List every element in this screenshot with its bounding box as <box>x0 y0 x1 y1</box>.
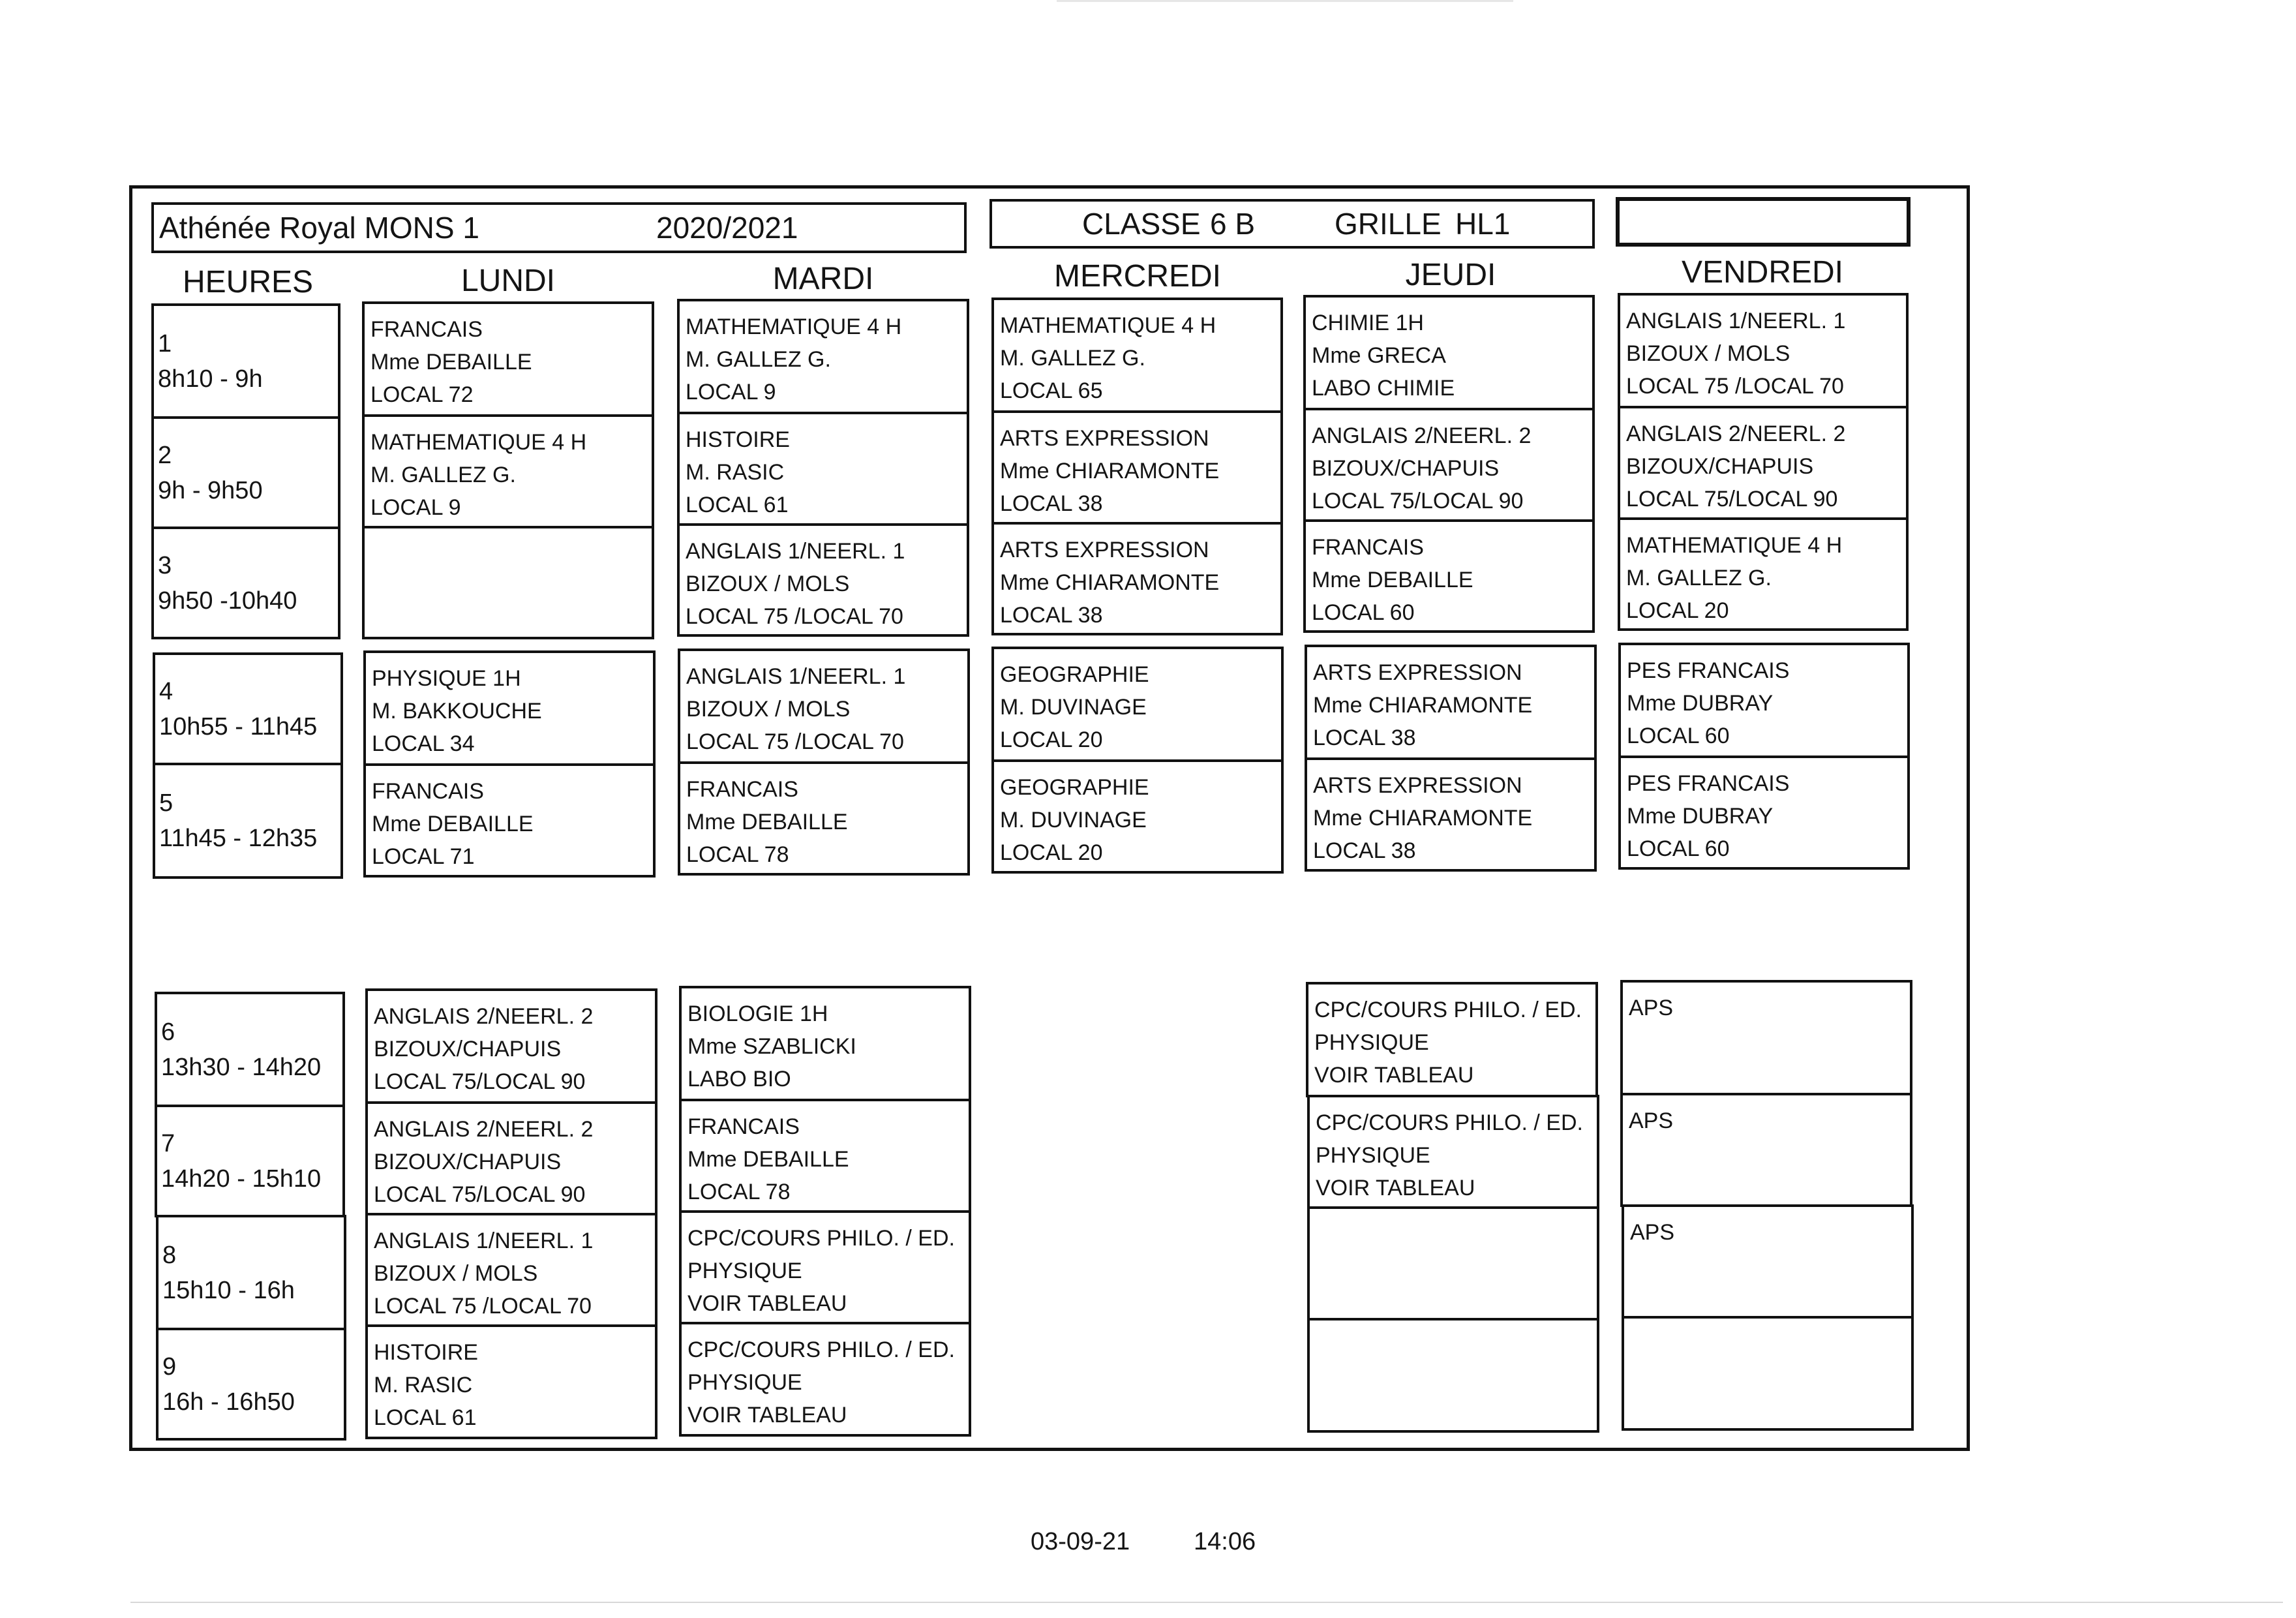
lesson-subject: FRANCAIS <box>1312 535 1424 560</box>
hour-number: 1 <box>158 329 172 358</box>
lesson-room: LOCAL 75/LOCAL 90 <box>1626 487 1838 511</box>
school-title-box <box>151 202 967 253</box>
lesson-room: LOCAL 78 <box>686 842 789 867</box>
lesson-teacher: Mme CHIARAMONTE <box>1000 570 1220 595</box>
hour-cell <box>156 1215 346 1330</box>
lesson-teacher: BIZOUX / MOLS <box>374 1261 538 1286</box>
hour-cell <box>151 303 340 419</box>
lesson-room: LOCAL 65 <box>1000 378 1103 403</box>
lesson-subject: ARTS EXPRESSION <box>1000 538 1209 562</box>
lesson-teacher: Mme DEBAILLE <box>372 812 534 836</box>
lesson-subject: PES FRANCAIS <box>1627 658 1790 683</box>
lesson-cell-vendredi <box>1618 406 1909 520</box>
lesson-cell-lundi <box>365 1213 657 1327</box>
lesson-teacher: Mme GRECA <box>1312 343 1446 368</box>
lesson-teacher: BIZOUX/CHAPUIS <box>1312 456 1500 481</box>
lesson-cell-jeudi <box>1306 982 1598 1097</box>
lesson-teacher: Mme DUBRAY <box>1627 691 1774 716</box>
lesson-cell-vendredi <box>1620 1093 1912 1207</box>
lesson-subject: GEOGRAPHIE <box>1000 662 1149 687</box>
lesson-subject: MATHEMATIQUE 4 H <box>1626 533 1843 558</box>
lesson-cell-vendredi <box>1622 1204 1914 1319</box>
lesson-room: LOCAL 75/LOCAL 90 <box>374 1069 586 1094</box>
lesson-teacher: M. GALLEZ G. <box>1000 346 1145 371</box>
hour-number: 7 <box>161 1129 175 1157</box>
lesson-room: LOCAL 20 <box>1000 840 1103 865</box>
lesson-cell-lundi <box>363 763 656 878</box>
lesson-cell-lundi <box>365 1324 657 1439</box>
footer-time: 14:06 <box>1194 1528 1256 1555</box>
lesson-teacher: Mme CHIARAMONTE <box>1313 806 1533 831</box>
hour-cell <box>153 763 343 879</box>
lesson-cell-mardi <box>678 649 970 764</box>
lesson-room: LOCAL 38 <box>1000 491 1103 516</box>
lesson-room: VOIR TABLEAU <box>687 1403 847 1427</box>
lesson-cell-mercredi <box>991 298 1283 413</box>
lesson-cell-mardi <box>679 1210 971 1324</box>
school-name: Athénée Royal MONS 1 <box>159 211 479 245</box>
lesson-room: LOCAL 34 <box>372 731 475 756</box>
hour-time: 9h - 9h50 <box>158 476 263 504</box>
lesson-room: LOCAL 61 <box>686 493 789 517</box>
lesson-subject: ANGLAIS 2/NEERL. 2 <box>374 1004 594 1029</box>
classe-label: CLASSE <box>1082 207 1201 241</box>
lesson-room: LOCAL 75/LOCAL 90 <box>1312 489 1524 513</box>
lesson-subject: ARTS EXPRESSION <box>1313 773 1522 798</box>
lesson-teacher: BIZOUX/CHAPUIS <box>1626 454 1814 479</box>
lesson-room: LOCAL 75/LOCAL 90 <box>374 1182 586 1207</box>
hour-time: 13h30 - 14h20 <box>161 1053 322 1081</box>
lesson-room: LOCAL 75 /LOCAL 70 <box>1626 374 1844 399</box>
lesson-subject: ARTS EXPRESSION <box>1000 426 1209 451</box>
lesson-subject: PES FRANCAIS <box>1627 771 1790 796</box>
scan-artifact-bottom <box>130 1602 2283 1603</box>
lesson-subject: ANGLAIS 1/NEERL. 1 <box>374 1229 594 1253</box>
hour-time: 10h55 - 11h45 <box>159 712 318 740</box>
lesson-teacher: Mme CHIARAMONTE <box>1000 459 1220 483</box>
lesson-cell-vendredi <box>1622 1316 1914 1431</box>
lesson-room: LOCAL 61 <box>374 1405 477 1430</box>
footer-date: 03-09-21 <box>1031 1528 1130 1555</box>
lesson-subject: MATHEMATIQUE 4 H <box>686 314 902 339</box>
hour-time: 15h10 - 16h <box>162 1276 295 1304</box>
lesson-subject: ANGLAIS 2/NEERL. 2 <box>1626 421 1846 446</box>
hour-time: 14h20 - 15h10 <box>161 1165 322 1193</box>
lesson-room: LOCAL 60 <box>1627 836 1730 861</box>
lesson-subject: CPC/COURS PHILO. / ED. <box>1314 998 1582 1022</box>
hour-cell <box>151 527 340 639</box>
hour-number: 3 <box>158 551 172 579</box>
lesson-teacher: M. RASIC <box>686 460 785 485</box>
lesson-subject: FRANCAIS <box>686 777 798 802</box>
lesson-teacher: PHYSIQUE <box>1316 1143 1430 1168</box>
lesson-room: LOCAL 78 <box>687 1180 791 1204</box>
lesson-teacher: Mme DEBAILLE <box>686 810 848 834</box>
lesson-cell-mardi <box>679 1322 971 1437</box>
lesson-room: LOCAL 20 <box>1626 598 1729 623</box>
hour-number: 8 <box>162 1241 177 1269</box>
lesson-teacher: M. DUVINAGE <box>1000 808 1147 832</box>
header-mardi: MARDI <box>772 262 874 296</box>
lesson-room: VOIR TABLEAU <box>1316 1176 1475 1200</box>
scan-artifact-top <box>1057 0 1513 2</box>
lesson-cell-jeudi <box>1307 1206 1599 1320</box>
hour-cell <box>151 416 340 529</box>
lesson-room: LOCAL 71 <box>372 844 475 869</box>
lesson-subject: ANGLAIS 1/NEERL. 1 <box>686 539 905 564</box>
lesson-subject: HISTOIRE <box>374 1340 478 1365</box>
hour-number: 4 <box>159 677 174 705</box>
header-heures: HEURES <box>182 265 314 299</box>
lesson-cell-vendredi <box>1618 643 1910 758</box>
lesson-subject: CPC/COURS PHILO. / ED. <box>687 1226 955 1251</box>
lesson-subject: MATHEMATIQUE 4 H <box>370 430 587 455</box>
hour-number: 5 <box>159 789 174 817</box>
lesson-subject: CHIMIE 1H <box>1312 311 1424 335</box>
lesson-cell-mardi <box>679 1099 971 1213</box>
lesson-room: VOIR TABLEAU <box>687 1291 847 1316</box>
lesson-cell-lundi <box>363 650 656 766</box>
lesson-cell-lundi <box>362 414 654 528</box>
lesson-cell-mercredi <box>991 759 1284 874</box>
lesson-cell-jeudi <box>1303 519 1595 633</box>
lesson-cell-jeudi <box>1303 408 1595 522</box>
lesson-subject: ANGLAIS 2/NEERL. 2 <box>1312 423 1532 448</box>
grille-value: HL1 <box>1455 207 1511 241</box>
hour-number: 2 <box>158 441 172 469</box>
lesson-cell-jeudi <box>1303 295 1595 410</box>
lesson-subject: CPC/COURS PHILO. / ED. <box>687 1337 955 1362</box>
lesson-cell-mardi <box>678 761 970 876</box>
lesson-cell-vendredi <box>1618 517 1909 631</box>
lesson-room: LABO BIO <box>687 1067 791 1091</box>
lesson-teacher: Mme DEBAILLE <box>1312 568 1473 592</box>
lesson-subject: ARTS EXPRESSION <box>1313 660 1522 685</box>
lesson-cell-mardi <box>679 986 971 1101</box>
lesson-teacher: APS <box>1630 1220 1675 1245</box>
lesson-subject: BIOLOGIE 1H <box>687 1001 828 1026</box>
lesson-subject: MATHEMATIQUE 4 H <box>1000 313 1216 338</box>
hour-number: 6 <box>161 1018 175 1046</box>
lesson-room: LOCAL 60 <box>1312 600 1415 625</box>
hour-number: 9 <box>162 1352 177 1381</box>
lesson-teacher: BIZOUX/CHAPUIS <box>374 1037 562 1061</box>
lesson-teacher: BIZOUX / MOLS <box>1626 341 1790 366</box>
lesson-subject: ANGLAIS 1/NEERL. 1 <box>1626 309 1846 333</box>
lesson-subject: PHYSIQUE 1H <box>372 666 521 691</box>
header-jeudi: JEUDI <box>1405 258 1496 292</box>
blank-header-box <box>1616 197 1911 247</box>
lesson-teacher: Mme SZABLICKI <box>687 1034 856 1059</box>
lesson-room: LOCAL 38 <box>1313 725 1416 750</box>
school-year: 2020/2021 <box>656 211 798 245</box>
lesson-teacher: BIZOUX / MOLS <box>686 697 851 722</box>
lesson-subject: CPC/COURS PHILO. / ED. <box>1316 1110 1583 1135</box>
lesson-teacher: PHYSIQUE <box>687 1370 802 1395</box>
lesson-cell-mercredi <box>991 410 1283 525</box>
lesson-teacher: M. DUVINAGE <box>1000 695 1147 720</box>
hour-time: 9h50 -10h40 <box>158 587 297 615</box>
hour-cell <box>155 992 345 1107</box>
lesson-cell-mercredi <box>991 522 1283 635</box>
lesson-teacher: M. RASIC <box>374 1373 473 1397</box>
lesson-teacher: M. GALLEZ G. <box>686 347 831 372</box>
hour-time: 8h10 - 9h <box>158 365 263 393</box>
lesson-cell-vendredi <box>1618 756 1910 870</box>
grille-label: GRILLE <box>1335 207 1442 241</box>
lesson-cell-lundi <box>365 1101 657 1215</box>
lesson-subject: ANGLAIS 2/NEERL. 2 <box>374 1117 594 1142</box>
lesson-teacher: BIZOUX/CHAPUIS <box>374 1150 562 1174</box>
lesson-subject: FRANCAIS <box>370 317 483 342</box>
header-vendredi: VENDREDI <box>1681 255 1844 290</box>
lesson-teacher: PHYSIQUE <box>1314 1030 1429 1055</box>
lesson-room: LOCAL 75 /LOCAL 70 <box>374 1294 592 1319</box>
lesson-subject: GEOGRAPHIE <box>1000 775 1149 800</box>
lesson-cell-jeudi <box>1307 1095 1599 1209</box>
lesson-teacher: M. BAKKOUCHE <box>372 699 542 724</box>
hour-cell <box>156 1328 346 1441</box>
lesson-cell-mardi <box>677 412 969 526</box>
lesson-teacher: M. GALLEZ G. <box>1626 566 1772 590</box>
hour-cell <box>155 1105 345 1217</box>
lesson-teacher: Mme DUBRAY <box>1627 804 1774 829</box>
lesson-teacher: M. GALLEZ G. <box>370 463 516 487</box>
lesson-cell-vendredi <box>1620 980 1912 1095</box>
header-mercredi: MERCREDI <box>1053 259 1221 294</box>
lesson-room: VOIR TABLEAU <box>1314 1063 1474 1088</box>
lesson-cell-mardi <box>677 523 969 637</box>
lesson-cell-mercredi <box>991 647 1284 762</box>
lesson-room: LOCAL 75 /LOCAL 70 <box>686 729 904 754</box>
lesson-room: LOCAL 38 <box>1313 838 1416 863</box>
lesson-room: LOCAL 9 <box>370 495 461 520</box>
lesson-cell-lundi <box>365 988 657 1104</box>
lesson-subject: HISTOIRE <box>686 427 790 452</box>
lesson-cell-lundi <box>362 301 654 417</box>
lesson-subject: FRANCAIS <box>372 779 484 804</box>
classe-value: 6 B <box>1210 207 1256 241</box>
lesson-teacher: APS <box>1629 996 1674 1020</box>
lesson-teacher: Mme DEBAILLE <box>687 1147 849 1172</box>
lesson-subject: ANGLAIS 1/NEERL. 1 <box>686 664 906 689</box>
lesson-teacher: APS <box>1629 1108 1674 1133</box>
header-lundi: LUNDI <box>461 264 556 298</box>
lesson-room: LOCAL 60 <box>1627 724 1730 748</box>
lesson-room: LOCAL 72 <box>370 382 474 407</box>
lesson-cell-mardi <box>677 299 969 414</box>
hour-cell <box>153 652 343 765</box>
lesson-cell-jeudi <box>1305 645 1597 760</box>
lesson-room: LOCAL 20 <box>1000 727 1103 752</box>
lesson-cell-jeudi <box>1307 1318 1599 1433</box>
lesson-teacher: Mme CHIARAMONTE <box>1313 693 1533 718</box>
lesson-cell-jeudi <box>1305 757 1597 872</box>
lesson-teacher: BIZOUX / MOLS <box>686 572 850 596</box>
hour-time: 16h - 16h50 <box>162 1388 295 1416</box>
lesson-cell-vendredi <box>1618 293 1909 408</box>
lesson-subject: FRANCAIS <box>687 1114 800 1139</box>
lesson-cell-lundi <box>362 526 654 639</box>
lesson-teacher: Mme DEBAILLE <box>370 350 532 374</box>
hour-time: 11h45 - 12h35 <box>159 825 318 852</box>
class-grid-box <box>989 199 1595 249</box>
lesson-teacher: PHYSIQUE <box>687 1259 802 1283</box>
lesson-room: LABO CHIMIE <box>1312 376 1455 401</box>
lesson-room: LOCAL 9 <box>686 380 776 404</box>
lesson-room: LOCAL 75 /LOCAL 70 <box>686 604 903 629</box>
lesson-room: LOCAL 38 <box>1000 603 1103 628</box>
